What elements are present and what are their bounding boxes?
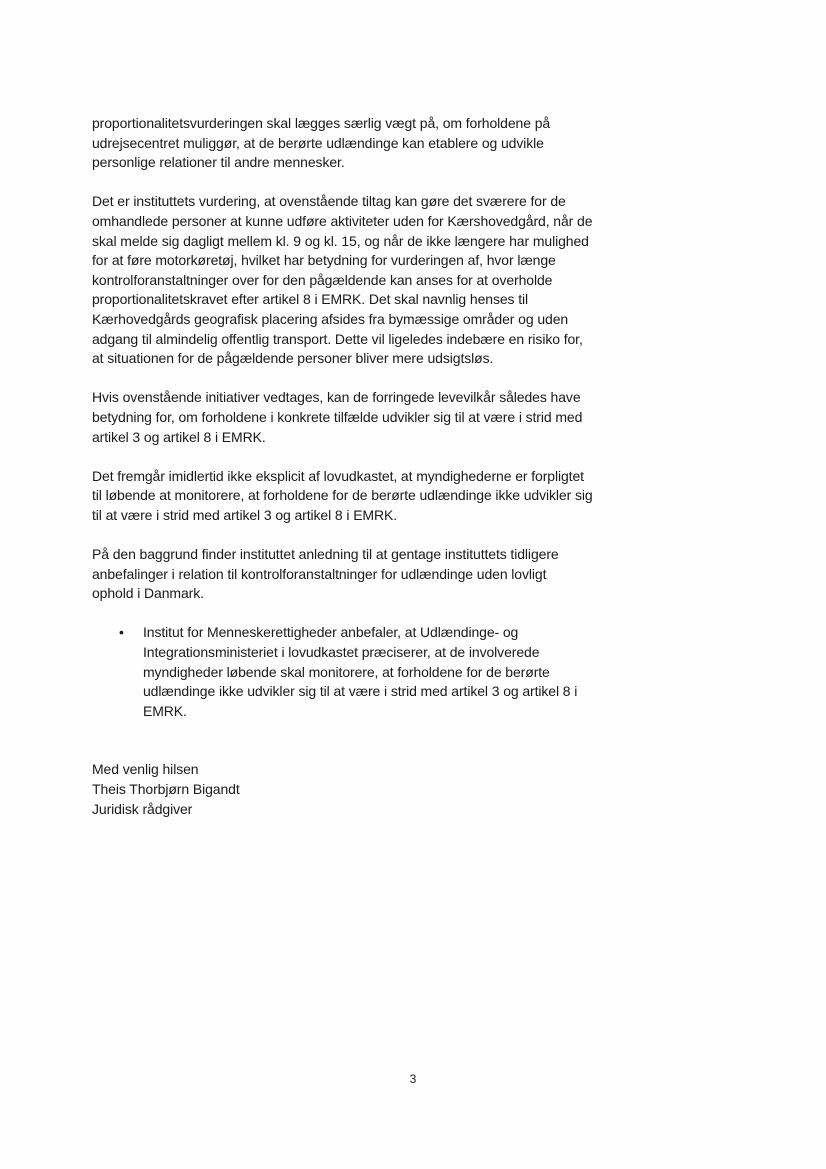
text-line: betydning for, om forholdene i konkrete tilfælde udvikler sig til at være i strid med bbox=[92, 408, 583, 425]
text-line: kontrolforanstaltninger over for den pågældende kan anses for at overholde bbox=[92, 271, 553, 288]
text-line: skal melde sig dagligt mellem kl. 9 og kl. 15, og når de ikke længere har mulighed bbox=[92, 232, 589, 249]
text-line: myndigheder løbende skal monitorere, at forholdene for de berørte bbox=[143, 663, 550, 680]
text-line: Det fremgår imidlertid ikke eksplicit af lovudkastet, at myndighederne er forpligtet bbox=[92, 467, 584, 484]
text-line: Det er instituttets vurdering, at ovenstående tiltag kan gøre det sværere for de bbox=[92, 193, 566, 210]
paragraph-monitoring bbox=[92, 467, 640, 526]
text-line: til løbende at monitorere, at forholdene for de berørte udlændinge ikke udvikler sig bbox=[92, 487, 593, 504]
text-line: udrejsecentret muliggør, at de berørte udlændinge kan etablere og udvikle bbox=[92, 134, 544, 151]
signature-block bbox=[92, 760, 640, 819]
paragraph-living-conditions bbox=[92, 388, 640, 447]
text-line: til at være i strid med artikel 3 og artikel 8 i EMRK. bbox=[92, 506, 398, 523]
text-line: På den baggrund finder instituttet anledning til at gentage instituttets tidligere bbox=[92, 546, 559, 563]
closing-greeting: Med venlig hilsen bbox=[92, 761, 199, 778]
text-line: Integrationsministeriet i lovudkastet præciserer, at de involverede bbox=[143, 644, 540, 661]
paragraph-proportionality bbox=[92, 114, 640, 173]
signatory-name: Theis Thorbjørn Bigandt bbox=[92, 781, 240, 797]
text-line: Hvis ovenstående initiativer vedtages, kan de forringede levevilkår således have bbox=[92, 389, 581, 406]
recommendation-item bbox=[92, 623, 640, 721]
text-line: omhandlede personer at kunne udføre aktiviteter uden for Kærshovedgård, når de bbox=[92, 212, 593, 229]
document-body bbox=[92, 114, 640, 819]
text-line: at situationen for de pågældende personer bliver mere udsigtsløs. bbox=[92, 350, 494, 367]
recommendation-list bbox=[92, 623, 640, 721]
text-line: ophold i Danmark. bbox=[92, 585, 204, 602]
text-line: adgang til almindelig offentlig transport. Dette vil ligeledes indebære en risiko for, bbox=[92, 330, 583, 347]
text-line: udlændinge ikke udvikler sig til at være i strid med artikel 3 og artikel 8 i bbox=[143, 683, 578, 700]
signatory-title: Juridisk rådgiver bbox=[92, 800, 193, 817]
text-line: EMRK. bbox=[143, 702, 187, 719]
paragraph-institute-assessment bbox=[92, 192, 640, 368]
text-line: proportionalitetskravet efter artikel 8 i EMRK. Det skal navnlig henses til bbox=[92, 291, 529, 308]
text-line: for at føre motorkøretøj, hvilket har betydning for vurderingen af, hvor længe bbox=[92, 252, 556, 269]
page-number: 3 bbox=[409, 1072, 417, 1086]
text-line: proportionalitetsvurderingen skal lægges særlig vægt på, om forholdene på bbox=[92, 115, 551, 131]
text-line: anbefalinger i relation til kontrolforanstaltninger for udlændinge uden lovligt bbox=[92, 565, 547, 582]
text-line: artikel 3 og artikel 8 i EMRK. bbox=[92, 428, 266, 445]
bullet-icon: • bbox=[119, 624, 124, 641]
paragraph-background bbox=[92, 545, 640, 604]
text-line: Kærhovedgårds geografisk placering afsides fra bymæssige områder og uden bbox=[92, 310, 569, 327]
text-line: personlige relationer til andre mennesker. bbox=[92, 154, 345, 171]
text-line: Institut for Menneskerettigheder anbefaler, at Udlændinge- og bbox=[143, 624, 519, 641]
